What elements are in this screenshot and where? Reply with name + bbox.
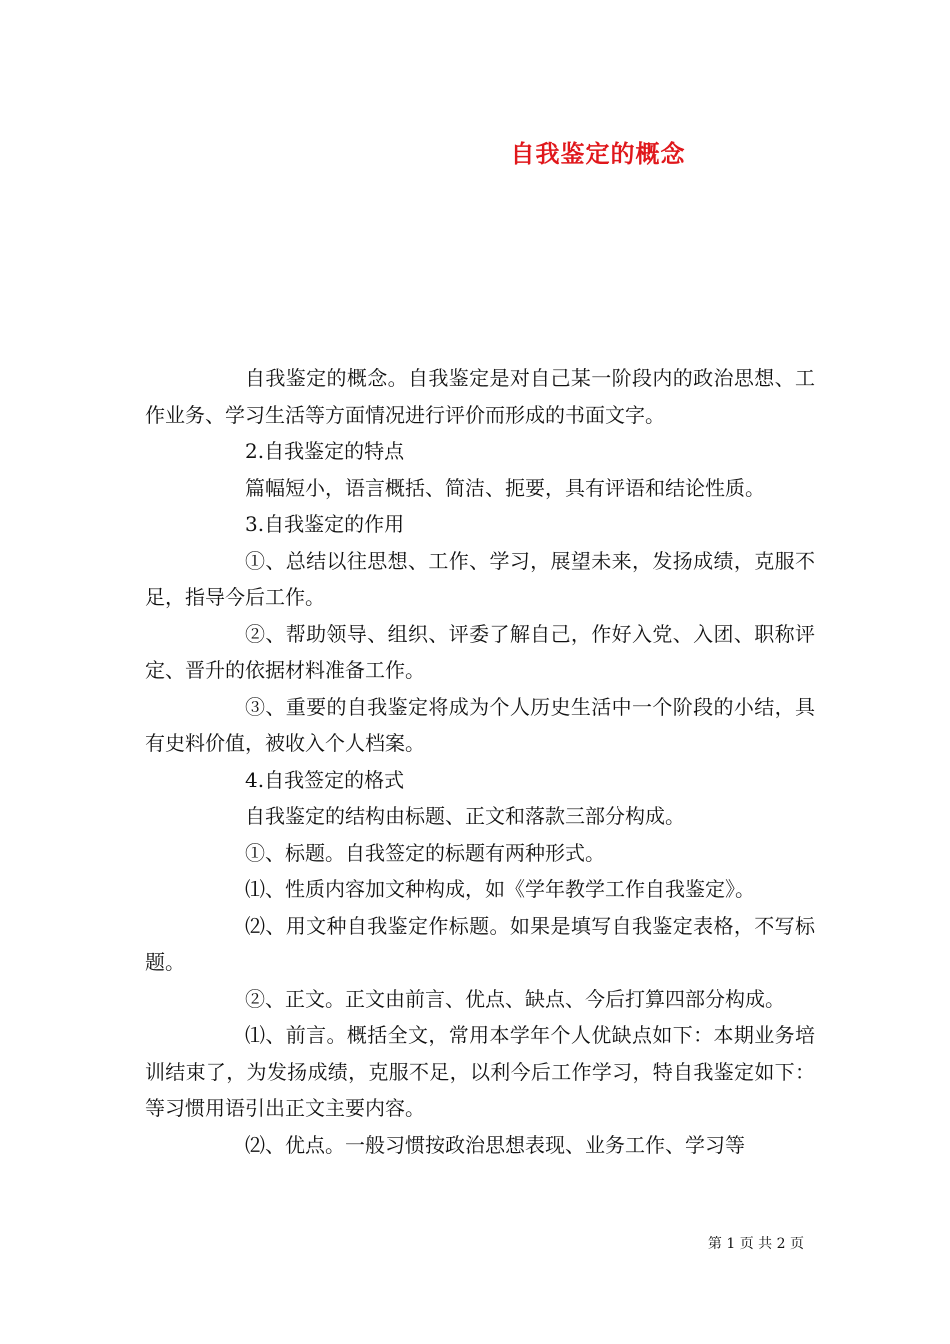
paragraph: 2.自我鉴定的特点 (245, 439, 405, 463)
paragraph: 自我鉴定的概念。自我鉴定是对自己某一阶段内的政治思想、工作业务、学习生活等方面情况进行评价而形成的书面文字。 (145, 366, 815, 427)
page-number: 第 1 页 共 2 页 (707, 1236, 804, 1252)
paragraph: ⑴、前言。概括全文，常用本学年个人优缺点如下：本期业务培训结束了，为发扬成绩，克服不足，以利今后工作学习，特自我鉴定如下：等习惯用语引出正文主要内容。 (145, 1023, 815, 1120)
paragraph: ①、标题。自我签定的标题有两种形式。 (245, 840, 605, 865)
paragraph: 3.自我鉴定的作用 (245, 512, 405, 536)
document-body (145, 360, 815, 1163)
paragraph: ⑵、优点。一般习惯按政治思想表现、业务工作、学习等 (245, 1132, 745, 1157)
paragraph: ③、重要的自我鉴定将成为个人历史生活中一个阶段的小结，具有史料价值，被收入个人档案。 (145, 694, 815, 755)
paragraph: ②、帮助领导、组织、评委了解自己，作好入党、入团、职称评定、晋升的依据材料准备工作。 (145, 621, 815, 682)
paragraph: 篇幅短小，语言概括、简洁、扼要，具有评语和结论性质。 (245, 475, 765, 500)
document-title: 自我鉴定的概念 (510, 139, 686, 168)
paragraph: ②、正文。正文由前言、优点、缺点、今后打算四部分构成。 (245, 986, 785, 1011)
paragraph: ⑴、性质内容加文种构成，如《学年教学工作自我鉴定》。 (245, 877, 755, 901)
paragraph: 自我鉴定的结构由标题、正文和落款三部分构成。 (245, 804, 685, 828)
paragraph: ⑵、用文种自我鉴定作标题。如果是填写自我鉴定表格，不写标题。 (145, 913, 815, 974)
paragraph: 4.自我签定的格式 (245, 767, 405, 792)
paragraph: ①、总结以往思想、工作、学习，展望未来，发扬成绩，克服不足，指导今后工作。 (145, 548, 815, 609)
